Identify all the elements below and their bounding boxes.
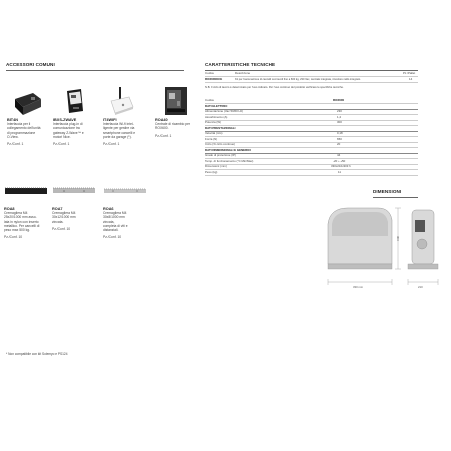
product-card-bit4n (7, 85, 53, 146)
product-image-roa7 (52, 184, 96, 204)
product-card-roa40 (155, 85, 201, 138)
specs-title: CARATTERISTICHE TECNICHE (205, 62, 276, 67)
product-description: Cremagliera M4 30x12/1000 mm zincata. (52, 211, 76, 224)
product-code: ROA7 (52, 207, 63, 211)
specs-note: N.B. Il ciclo di lavoro è determinato per l'uso indicato. Per l'uso continuo del prodotto verificare le specifiche tecniche. (205, 86, 344, 89)
product-pack: Pz./Conf. 1 (103, 142, 120, 147)
product-card-roa7 (52, 184, 98, 231)
product-pack: Pz./Conf. 10 (103, 235, 122, 240)
product-card-roa8 (4, 184, 50, 239)
specs-row: Dimensioni (mm) 330x210x303 h (205, 164, 418, 170)
product-image-roa40 (155, 85, 195, 115)
product-image-bit4n (7, 85, 47, 115)
specs-row: Forza (N) 650 (205, 137, 418, 143)
specs-model-header: Codice ROX600 (205, 98, 418, 104)
product-image-ibxs-zwave (53, 85, 93, 115)
product-description: Cremagliera M4 25x20/1000 mm asso- lata in nylon con inserto metallico. Per cancelli di peso max 500 kg. (4, 211, 40, 233)
specs-row: Grado di protezione (IP) 44 (205, 153, 418, 159)
motor-dimension-diagram (318, 200, 448, 300)
specs-row: Ciclo (% ciclo continuo) 20 (205, 142, 418, 148)
product-image-it4wifi (103, 85, 143, 115)
specs-code-row: ROX600KCE Kit per l'automazione di cancelli scorrevoli fino a 600 kg, 230 Vac, centrale integrata, ricevitore radio integrato. 14 (205, 77, 418, 83)
product-code: BIT4N (7, 118, 18, 122)
dimension-depth-label: 210 (418, 285, 423, 289)
specs-group-title: DATI DIMENSIONALI E GENERICI (205, 148, 418, 154)
specs-row: Velocità (m/s) 0,18 (205, 131, 418, 137)
specs-row: Potenza (W) 300 (205, 120, 418, 126)
product-code: IT4WIFI (103, 118, 117, 122)
specs-row: Alimentazione (Vac 50/60 Hz) 230 (205, 109, 418, 115)
specs-row: Temp. di funzionamento (°C Min/Max) -20 ÷ +50 (205, 159, 418, 165)
product-description: Cremagliera M4 30x8/1000 mm zincata, completa di viti e distanziali. (103, 211, 128, 233)
product-code: IBXS-ZWAVE (53, 118, 77, 122)
dimensions-drawing (318, 200, 448, 300)
specs-row: Peso (kg) 11 (205, 170, 418, 176)
product-pack: Pz./Conf. 1 (53, 142, 70, 147)
product-description: Centrale di ricambio per ROX600. (155, 122, 190, 131)
accessories-title-rule (6, 70, 184, 71)
product-description: Interfaccia per il collegamento dell'unità di programmazione O-View. (7, 122, 41, 139)
product-pack: Pz./Conf. 10 (52, 226, 71, 231)
product-code: ROA8 (4, 207, 15, 211)
product-code: ROA6 (103, 207, 114, 211)
product-pack: Pz./Conf. 1 (7, 142, 24, 147)
product-code: ROA40 (155, 118, 168, 122)
specs-code-header-row: Codice Descrizione Pz./Pallet (205, 71, 418, 77)
product-card-it4wifi (103, 85, 149, 146)
dimension-height-label: 303 (396, 236, 400, 241)
footnote: * Non compatibile con kit Solemyo e PS124 (6, 352, 68, 356)
specs-row: Assorbimento (A) 1,4 (205, 115, 418, 121)
dimensions-title: DIMENSIONI (373, 189, 402, 194)
specs-group-title: DATI PRESTAZIONALI (205, 126, 418, 132)
specs-group-title: DATI ELETTRICI (205, 104, 418, 110)
accessories-title: ACCESSORI COMUNI (6, 62, 55, 67)
dimensions-title-rule (373, 197, 418, 198)
dimension-width-label: 330 mm (353, 285, 364, 289)
product-description: Interfaccia plug-in di comunicazione tra gateway Z-Wave™ e motori Nice. (53, 122, 84, 139)
product-description: Interfaccia Wi-fi intel- ligente per gestire via smartphone cancelli e porte da garage (*). (103, 122, 136, 139)
product-pack: Pz./Conf. 1 (155, 133, 172, 138)
product-image-roa6 (103, 184, 147, 204)
product-card-roa6 (103, 184, 149, 239)
product-pack: Pz./Conf. 10 (4, 235, 23, 240)
product-card-ibxs-zwave (53, 85, 99, 146)
product-image-roa8 (4, 184, 48, 204)
